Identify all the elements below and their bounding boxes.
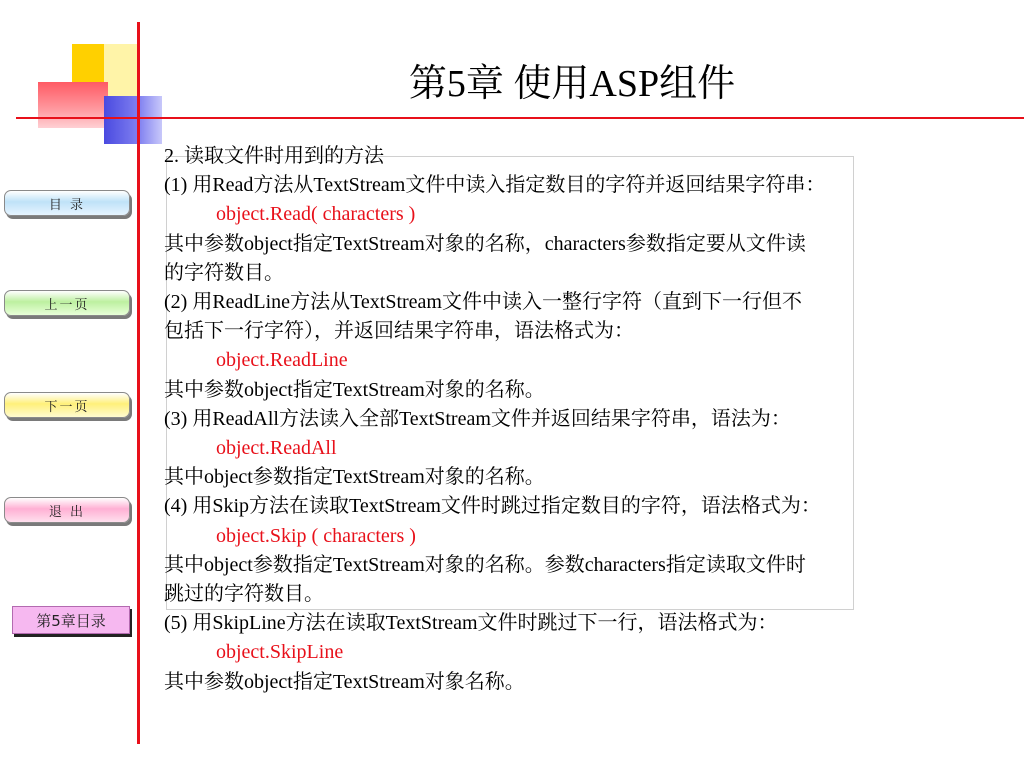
- method-skip-note-1: 其中object参数指定TextStream对象的名称。参数characters指定读取文件时: [164, 553, 806, 576]
- decor-vertical-line: [137, 22, 140, 744]
- page-title: 第5章 使用ASP组件: [408, 63, 736, 105]
- method-read-syntax: object.Read( characters ): [216, 203, 416, 226]
- decor-red-block: [38, 82, 108, 128]
- method-skipline-note: 其中参数object指定TextStream对象名称。: [164, 670, 525, 693]
- method-readline-desc-1: (2) 用ReadLine方法从TextStream文件中读入一整行字符（直到下一行但不: [164, 291, 802, 314]
- method-readall-desc: (3) 用ReadAll方法读入全部TextStream文件并返回结果字符串，语法为：: [164, 407, 791, 430]
- toc-button[interactable]: 目 录: [4, 190, 130, 216]
- method-readline-desc-2: 包括下一行字符），并返回结果字符串，语法格式为：: [164, 320, 634, 343]
- method-readline-syntax: object.ReadLine: [216, 349, 348, 372]
- exit-button[interactable]: 退 出: [4, 497, 130, 523]
- section-heading: 2. 读取文件时用到的方法: [164, 145, 384, 167]
- prev-page-button[interactable]: 上一页: [4, 290, 130, 316]
- method-readline-note: 其中参数object指定TextStream对象的名称。: [164, 378, 545, 401]
- method-readall-syntax: object.ReadAll: [216, 437, 337, 460]
- chapter-toc-button[interactable]: 第5章目录: [12, 606, 130, 634]
- method-read-note-1: 其中参数object指定TextStream对象的名称，characters参数指定要从文件读: [164, 232, 806, 255]
- method-skip-syntax: object.Skip ( characters ): [216, 524, 416, 547]
- next-page-button[interactable]: 下一页: [4, 392, 130, 418]
- slide-content: [164, 142, 1000, 697]
- method-skip-desc: (4) 用Skip方法在读取TextStream文件时跳过指定数目的字符，语法格式为：: [164, 495, 821, 518]
- decor-horizontal-line: [16, 117, 1024, 119]
- method-skipline-syntax: object.SkipLine: [216, 641, 344, 664]
- method-readall-note: 其中object参数指定TextStream对象的名称。: [164, 466, 545, 489]
- method-skip-note-2: 跳过的字符数目。: [164, 583, 324, 606]
- method-skipline-desc: (5) 用SkipLine方法在读取TextStream文件时跳过下一行，语法格式为：: [164, 612, 778, 635]
- method-read-note-2: 的字符数目。: [164, 261, 284, 284]
- method-read-desc: (1) 用Read方法从TextStream文件中读入指定数目的字符并返回结果字符串：: [164, 174, 826, 197]
- decor-yellow-light-block: [104, 44, 140, 102]
